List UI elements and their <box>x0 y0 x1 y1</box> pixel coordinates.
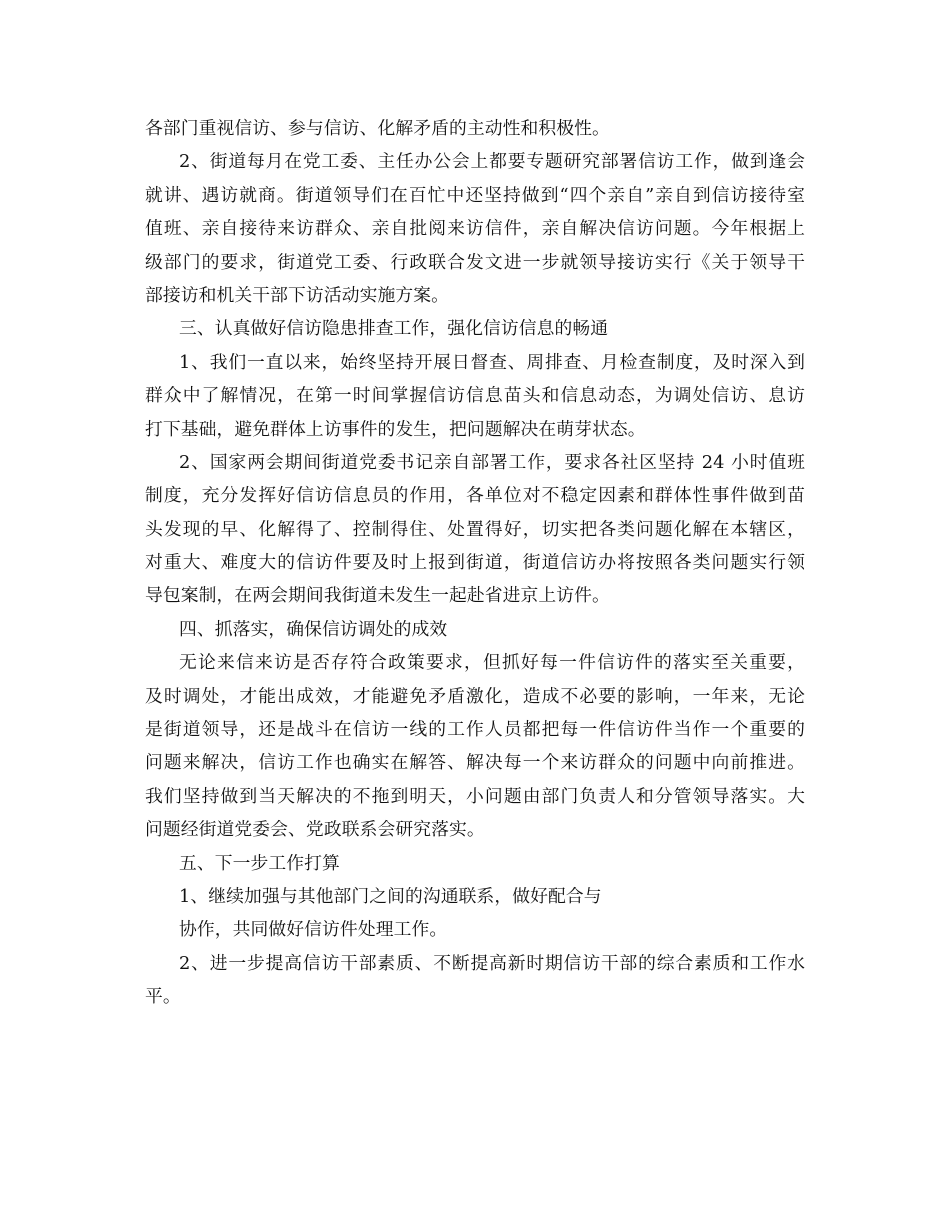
text-line: 头发现的早、化解得了、控制得住、处置得好，切实把各类问题化解在本辖区， <box>145 518 805 540</box>
section-heading: 五、下一步工作打算 <box>179 852 340 874</box>
text-line: 1、继续加强与其他部门之间的沟通联系，做好配合与 <box>179 885 602 907</box>
document-body <box>145 112 805 1014</box>
text-line: 2、进一步提高信访干部素质、不断提高新时期信访干部的综合素质和工作水 <box>179 952 805 974</box>
text-line: 2、街道每月在党工委、主任办公会上都要专题研究部署信访工作，做到逢会 <box>179 151 805 173</box>
text-line: 及时调处，才能出成效，才能避免矛盾激化，造成不必要的影响，一年来，无论 <box>145 685 805 707</box>
text-line: 问题来解决，信访工作也确实在解答、解决每一个来访群众的问题中向前推进。 <box>145 752 805 774</box>
text-line: 打下基础，避免群体上访事件的发生，把问题解决在萌芽状态。 <box>145 418 646 440</box>
text-line: 1、我们一直以来，始终坚持开展日督查、周排查、月检查制度，及时深入到 <box>179 351 805 373</box>
section-heading: 四、抓落实，确保信访调处的成效 <box>179 618 448 640</box>
text-line: 2、国家两会期间街道党委书记亲自部署工作，要求各社区坚持 24 小时值班 <box>179 451 805 473</box>
text-line: 对重大、难度大的信访件要及时上报到街道，街道信访办将按照各类问题实行领 <box>145 552 805 574</box>
text-line: 平。 <box>145 986 181 1008</box>
text-line: 部接访和机关干部下访活动实施方案。 <box>145 284 449 306</box>
text-line: 是街道领导，还是战斗在信访一线的工作人员都把每一件信访件当作一个重要的 <box>145 719 805 741</box>
text-line: 制度，充分发挥好信访信息员的作用，各单位对不稳定因素和群体性事件做到苗 <box>145 485 805 507</box>
text-line: 就讲、遇访就商。街道领导们在百忙中还坚持做到“四个亲自”亲自到信访接待室 <box>145 184 805 206</box>
text-line: 各部门重视信访、参与信访、化解矛盾的主动性和积极性。 <box>145 118 610 139</box>
text-line: 协作，共同做好信访件处理工作。 <box>179 919 448 941</box>
text-line: 级部门的要求，街道党工委、行政联合发文进一步就领导接访实行《关于领导干 <box>145 251 805 273</box>
text-line: 导包案制，在两会期间我街道未发生一起赴省进京上访件。 <box>145 585 610 607</box>
text-line: 群众中了解情况，在第一时间掌握信访信息苗头和信息动态，为调处信访、息访 <box>145 385 805 407</box>
section-heading: 三、认真做好信访隐患排查工作，强化信访信息的畅通 <box>179 318 609 340</box>
text-line: 我们坚持做到当天解决的不拖到明天，小问题由部门负责人和分管领导落实。大 <box>145 785 805 807</box>
text-line: 值班、亲自接待来访群众、亲自批阅来访信件，亲自解决信访问题。今年根据上 <box>145 218 805 240</box>
text-line: 问题经街道党委会、党政联系会研究落实。 <box>145 819 485 841</box>
text-line: 无论来信来访是否存符合政策要求，但抓好每一件信访件的落实至关重要， <box>179 652 805 674</box>
